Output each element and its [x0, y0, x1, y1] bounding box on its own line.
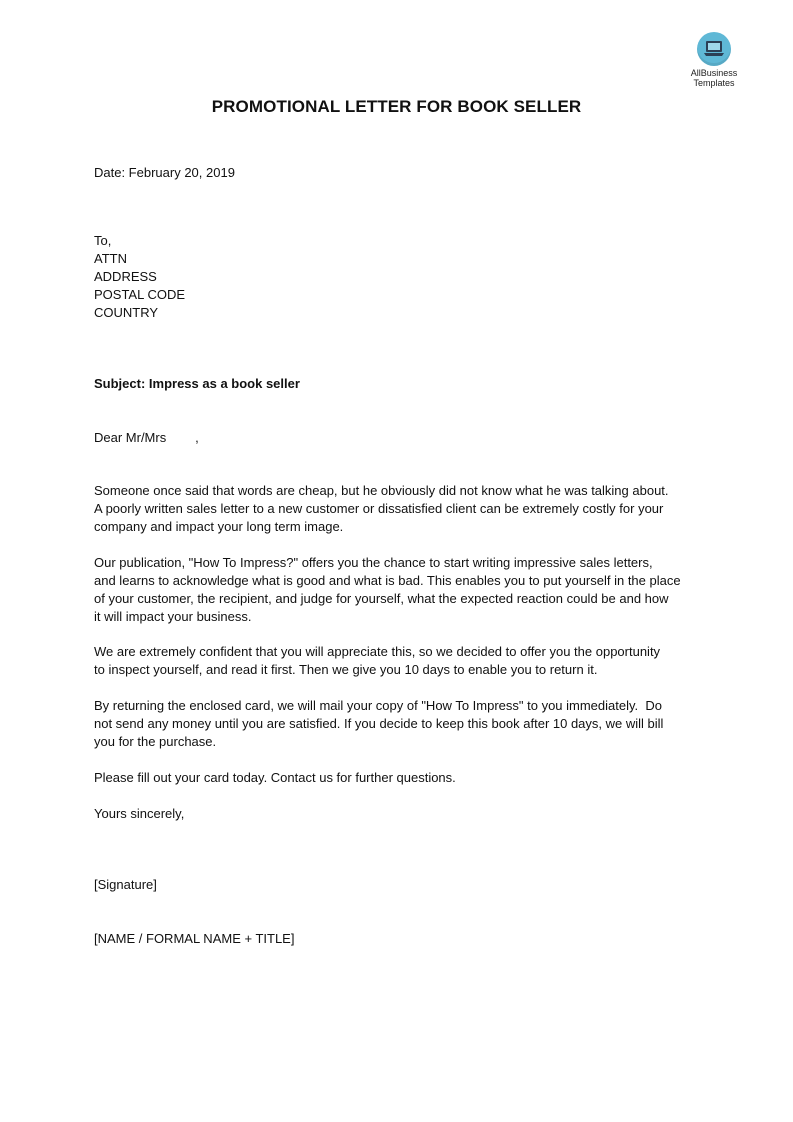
salutation: Dear Mr/Mrs , — [94, 430, 199, 445]
recipient-postal-code: POSTAL CODE — [94, 287, 186, 302]
recipient-to: To, — [94, 233, 112, 248]
paragraph-4 — [94, 697, 709, 751]
letter-closing: Yours sincerely, — [94, 806, 185, 821]
paragraph-line: not send any money until you are satisfied. If you decide to keep this book after 10 days, we will bill — [94, 716, 664, 731]
paragraph-line: you for the purchase. — [94, 734, 217, 749]
letter-title: PROMOTIONAL LETTER FOR BOOK SELLER — [211, 97, 582, 116]
paragraph-line: it will impact your business. — [94, 609, 252, 624]
paragraph-line: company and impact your long term image. — [94, 519, 344, 534]
letter-subject: Subject: Impress as a book seller — [94, 376, 300, 391]
allbusiness-templates-logo — [682, 32, 746, 88]
paragraph-line: Our publication, "How To Impress?" offers you the chance to start writing impressive sales letters, — [94, 555, 653, 570]
laptop-icon — [697, 32, 731, 66]
logo-text-line-1: AllBusiness — [690, 68, 738, 78]
letter-date: Date: February 20, 2019 — [94, 165, 235, 180]
paragraph-line: of your customer, the recipient, and judge for yourself, what the expected reaction could be and how — [94, 591, 669, 606]
paragraph-line: Someone once said that words are cheap, but he obviously did not know what he was talking about. — [94, 483, 669, 498]
paragraph-1 — [94, 482, 709, 536]
paragraph-line: By returning the enclosed card, we will mail your copy of "How To Impress" to you immediately. Do — [94, 698, 662, 713]
signature-placeholder: [Signature] — [94, 877, 157, 892]
name-title-placeholder: [NAME / FORMAL NAME + TITLE] — [94, 931, 295, 946]
logo-text-line-2: Templates — [693, 78, 735, 88]
paragraph-line: A poorly written sales letter to a new customer or dissatisfied client can be extremely costly for your — [94, 501, 664, 516]
recipient-address: ADDRESS — [94, 269, 157, 284]
paragraph-2 — [94, 554, 709, 626]
recipient-attn: ATTN — [94, 251, 127, 266]
paragraph-5: Please fill out your card today. Contact us for further questions. — [94, 770, 456, 785]
paragraph-3 — [94, 643, 709, 679]
recipient-country: COUNTRY — [94, 305, 159, 320]
paragraph-line: and learns to acknowledge what is good and what is bad. This enables you to put yourself in the place — [94, 573, 681, 588]
paragraph-line: We are extremely confident that you will appreciate this, so we decided to offer you the opportunity — [94, 644, 661, 659]
paragraph-line: to inspect yourself, and read it first. Then we give you 10 days to enable you to return it. — [94, 662, 598, 677]
